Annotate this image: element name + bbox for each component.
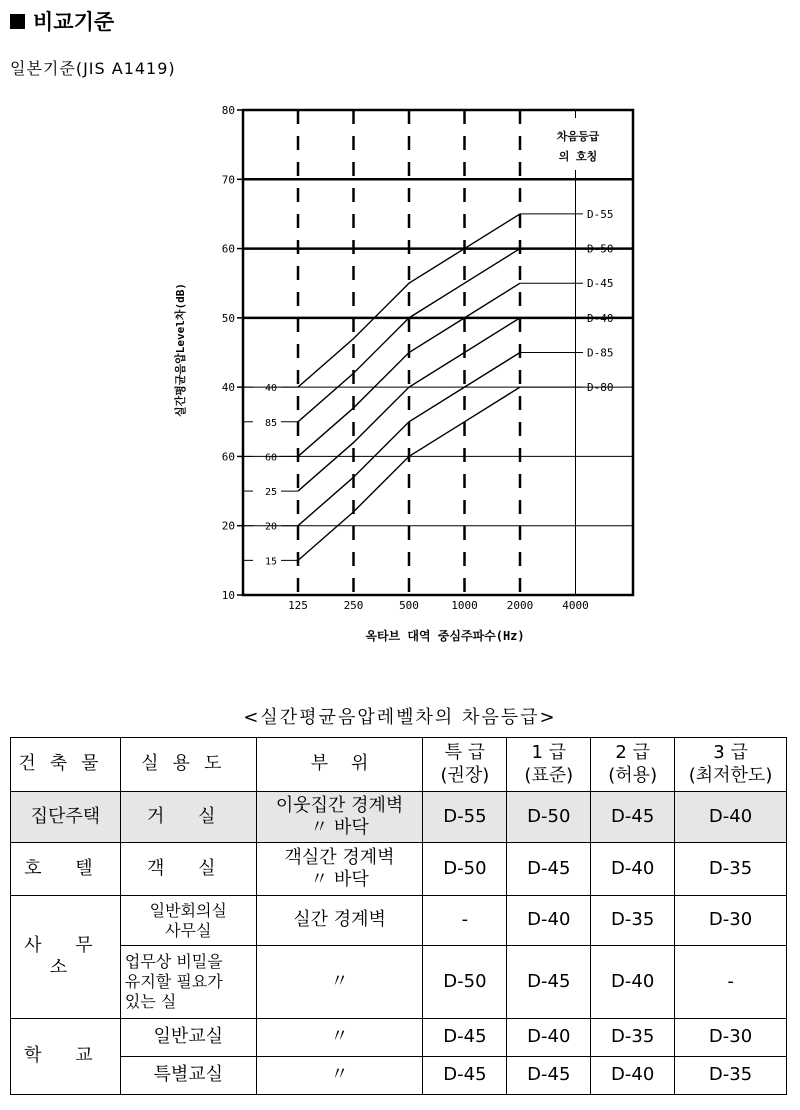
cell-building: 호 텔 [11,843,121,896]
cell-building: 집단주택 [11,792,121,843]
x-axis-label: 옥타브 대역 중심주파수(Hz) [365,629,525,643]
x-tick-label: 1000 [451,599,478,612]
section-heading-text: 비교기준 [33,10,115,34]
x-tick-label: 2000 [506,599,534,612]
cell-use: 일반교실 [120,1019,256,1057]
y-tick-label: 60 [221,242,235,256]
inner-label: 20 [265,521,278,533]
cell-grade-1: D-40 [507,896,591,946]
cell-grade-2: D-40 [591,1057,675,1095]
header-use: 실용도 [120,738,256,792]
cell-building: 학 교 [11,1019,121,1095]
cell-grade-2: D-35 [591,896,675,946]
y-tick-label: 50 [221,311,235,325]
y-tick-label: 40 [221,381,235,395]
cell-grade-1: D-45 [507,843,591,896]
cell-use: 업무상 비밀을 유지할 필요가 있는 실 [120,946,256,1019]
cell-grade-2: D-40 [591,946,675,1019]
chart-series [298,208,614,560]
table-row [11,1057,787,1095]
header-grade-1: 1 급 (표준) [507,738,591,792]
cell-grade-2: D-40 [591,843,675,896]
cell-use: 특별교실 [120,1057,256,1095]
cell-grade-1: D-45 [507,1057,591,1095]
table-row [11,843,787,896]
y-tick-label: 80 [221,104,235,117]
y-tick-label: 70 [221,173,235,187]
cell-use: 거 실 [120,792,256,843]
cell-grade-special: - [423,896,507,946]
cell-grade-special: D-50 [423,843,507,896]
cell-grade-1: D-40 [507,1019,591,1057]
inner-label: 60 [265,452,278,464]
header-grade-3: 3 급 (최저한도) [675,738,787,792]
cell-part: 객실간 경계벽 〃 바닥 [256,843,423,896]
cell-grade-special: D-45 [423,1019,507,1057]
series-label: D-45 [587,277,614,291]
x-tick-label: 500 [399,599,419,612]
y-tick-label: 10 [221,589,235,602]
cell-part: 〃 [256,946,423,1019]
header-building: 건축물 [11,738,121,792]
inner-label: 85 [265,417,278,429]
cell-part: 〃 [256,1057,423,1095]
cell-part: 이웃집간 경계벽 〃 바닥 [256,792,423,843]
legend-title-line-1: 차음등급 [556,130,600,143]
inner-label: 25 [265,487,278,499]
table-row [11,946,787,1019]
series-label: D-55 [587,207,614,221]
cell-grade-1: D-50 [507,792,591,843]
table-row [11,896,787,946]
table-header-row [11,738,787,792]
cell-use: 일반회의실 사무실 [120,896,256,946]
legend-title [535,118,621,170]
standard-subheading: 일본기준(JIS A1419) [10,59,176,78]
cell-grade-2: D-35 [591,1019,675,1057]
cell-grade-3: D-40 [675,792,787,843]
table-caption: <실간평균음압레벨차의 차음등급> [243,707,557,728]
cell-grade-2: D-45 [591,792,675,843]
cell-use: 객 실 [120,843,256,896]
x-tick-label: 4000 [562,599,589,612]
x-tick-label: 125 [288,599,308,612]
cell-part: 실간 경계벽 [256,896,423,946]
cell-grade-special: D-45 [423,1057,507,1095]
header-grade-2: 2 급 (허용) [591,738,675,792]
series-label: D-80 [587,381,614,395]
y-tick-label: 60 [221,450,235,464]
series-label: D-40 [587,311,614,325]
y-axis-label: 실간평균음압Level차(dB) [174,283,187,417]
inner-label: 15 [265,556,278,568]
sound-insulation-grade-table [10,737,787,1095]
cell-grade-3: D-30 [675,896,787,946]
cell-grade-special: D-55 [423,792,507,843]
y-tick-label: 20 [221,519,235,533]
inner-label: 40 [265,383,278,395]
legend-title-line-2: 의 호칭 [558,150,598,163]
cell-grade-3: D-30 [675,1019,787,1057]
cell-building: 사 무 소 [11,896,121,1019]
cell-part: 〃 [256,1019,423,1057]
series-label: D-50 [587,242,614,256]
header-grade-special: 특 급 (권장) [423,738,507,792]
header-part: 부 위 [256,738,423,792]
series-label: D-85 [587,346,614,360]
cell-grade-1: D-45 [507,946,591,1019]
cell-grade-3: D-35 [675,1057,787,1095]
x-tick-label: 250 [343,599,364,612]
cell-grade-3: - [675,946,787,1019]
table-row [11,792,787,843]
cell-grade-special: D-50 [423,946,507,1019]
table-row [11,1019,787,1057]
cell-grade-3: D-35 [675,843,787,896]
